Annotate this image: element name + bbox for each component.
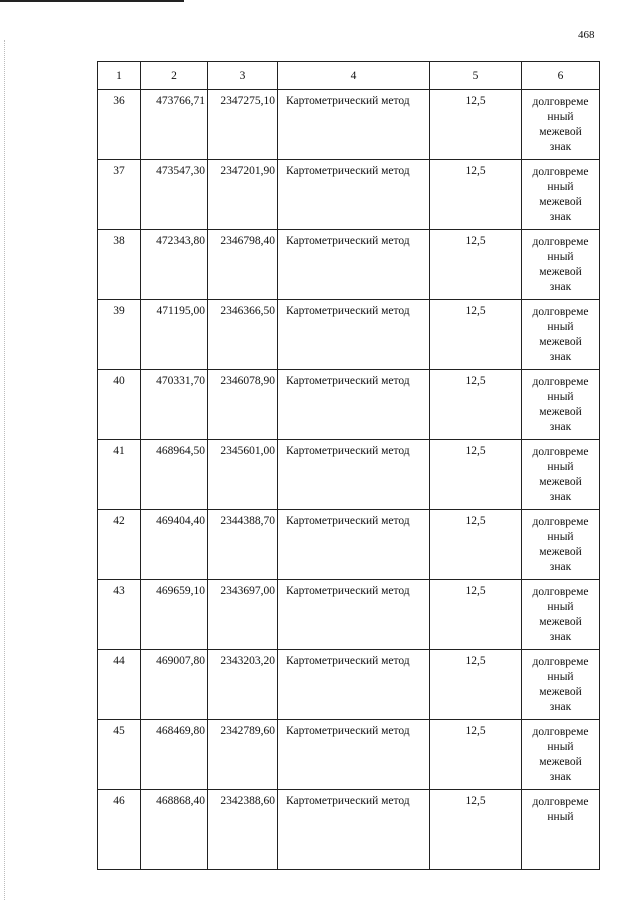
- method-cell: Картометрический метод: [278, 90, 430, 160]
- mark-type-line: нный: [547, 181, 574, 193]
- point-number-cell: 46: [98, 790, 141, 870]
- method-cell: Картометрический метод: [278, 650, 430, 720]
- mark-type-line: межевой: [539, 546, 582, 558]
- mark-type-line: межевой: [539, 336, 582, 348]
- mark-type-cell: [522, 370, 600, 440]
- table-row: [98, 160, 600, 230]
- mark-type-line: межевой: [539, 126, 582, 138]
- point-number-cell: 39: [98, 300, 141, 370]
- header-cell-4: 4: [278, 62, 430, 90]
- mark-type-line: нный: [547, 111, 574, 123]
- mark-type-line: нный: [547, 531, 574, 543]
- mark-type-line: знак: [549, 701, 572, 713]
- table-row: [98, 300, 600, 370]
- mark-type-line: долговреме: [532, 656, 589, 668]
- table-row: [98, 90, 600, 160]
- mark-type-line: долговреме: [532, 96, 589, 108]
- point-number-cell: 42: [98, 510, 141, 580]
- mark-type-line: долговреме: [532, 796, 589, 808]
- point-number-cell: 43: [98, 580, 141, 650]
- point-number-cell: 38: [98, 230, 141, 300]
- mark-type-line: нный: [547, 671, 574, 683]
- mark-type-line: межевой: [539, 266, 582, 278]
- accuracy-cell: 12,5: [430, 510, 522, 580]
- accuracy-cell: 12,5: [430, 720, 522, 790]
- mark-type-cell: [522, 90, 600, 160]
- x-coordinate-cell: 469404,40: [141, 510, 208, 580]
- mark-type-line: межевой: [539, 196, 582, 208]
- table-row: [98, 720, 600, 790]
- x-coordinate-cell: 469659,10: [141, 580, 208, 650]
- x-coordinate-cell: 473547,30: [141, 160, 208, 230]
- mark-type-line: межевой: [539, 686, 582, 698]
- page-number: 468: [578, 29, 595, 41]
- point-number-cell: 45: [98, 720, 141, 790]
- mark-type-line: долговреме: [532, 516, 589, 528]
- mark-type-line: межевой: [539, 756, 582, 768]
- x-coordinate-cell: 468964,50: [141, 440, 208, 510]
- method-cell: Картометрический метод: [278, 790, 430, 870]
- coordinates-table: [97, 61, 600, 870]
- mark-type-line: долговреме: [532, 236, 589, 248]
- x-coordinate-cell: 472343,80: [141, 230, 208, 300]
- table-row: [98, 650, 600, 720]
- x-coordinate-cell: 470331,70: [141, 370, 208, 440]
- header-cell-5: 5: [430, 62, 522, 90]
- mark-type-line: знак: [549, 561, 572, 573]
- table-row: [98, 510, 600, 580]
- header-cell-2: 2: [141, 62, 208, 90]
- y-coordinate-cell: 2346366,50: [208, 300, 278, 370]
- mark-type-line: нный: [547, 321, 574, 333]
- top-rule: [0, 0, 184, 2]
- mark-type-line: межевой: [539, 616, 582, 628]
- mark-type-line: нный: [547, 251, 574, 263]
- mark-type-line: знак: [549, 771, 572, 783]
- mark-type-cell: [522, 510, 600, 580]
- method-cell: Картометрический метод: [278, 510, 430, 580]
- y-coordinate-cell: 2347201,90: [208, 160, 278, 230]
- accuracy-cell: 12,5: [430, 440, 522, 510]
- scan-edge: [4, 40, 5, 900]
- method-cell: Картометрический метод: [278, 230, 430, 300]
- y-coordinate-cell: 2346798,40: [208, 230, 278, 300]
- y-coordinate-cell: 2343203,20: [208, 650, 278, 720]
- method-cell: Картометрический метод: [278, 300, 430, 370]
- accuracy-cell: 12,5: [430, 300, 522, 370]
- mark-type-line: нный: [547, 391, 574, 403]
- mark-type-cell: [522, 160, 600, 230]
- mark-type-line: знак: [549, 281, 572, 293]
- x-coordinate-cell: 468868,40: [141, 790, 208, 870]
- mark-type-line: межевой: [539, 476, 582, 488]
- mark-type-line: нный: [547, 811, 574, 823]
- y-coordinate-cell: 2347275,10: [208, 90, 278, 160]
- mark-type-cell: [522, 300, 600, 370]
- y-coordinate-cell: 2342789,60: [208, 720, 278, 790]
- mark-type-cell: [522, 650, 600, 720]
- accuracy-cell: 12,5: [430, 580, 522, 650]
- mark-type-line: долговреме: [532, 166, 589, 178]
- table-row: [98, 580, 600, 650]
- accuracy-cell: 12,5: [430, 90, 522, 160]
- x-coordinate-cell: 473766,71: [141, 90, 208, 160]
- table-body: [98, 90, 600, 870]
- mark-type-cell: [522, 580, 600, 650]
- mark-type-line: знак: [549, 141, 572, 153]
- table-row: [98, 370, 600, 440]
- method-cell: Картометрический метод: [278, 440, 430, 510]
- method-cell: Картометрический метод: [278, 580, 430, 650]
- point-number-cell: 37: [98, 160, 141, 230]
- accuracy-cell: 12,5: [430, 650, 522, 720]
- mark-type-line: знак: [549, 631, 572, 643]
- method-cell: Картометрический метод: [278, 720, 430, 790]
- y-coordinate-cell: 2345601,00: [208, 440, 278, 510]
- header-cell-1: 1: [98, 62, 141, 90]
- table-row: [98, 790, 600, 870]
- mark-type-line: долговреме: [532, 726, 589, 738]
- mark-type-cell: [522, 720, 600, 790]
- accuracy-cell: 12,5: [430, 370, 522, 440]
- accuracy-cell: 12,5: [430, 790, 522, 870]
- method-cell: Картометрический метод: [278, 370, 430, 440]
- mark-type-cell: [522, 790, 600, 870]
- y-coordinate-cell: 2342388,60: [208, 790, 278, 870]
- mark-type-line: нный: [547, 461, 574, 473]
- table-row: [98, 440, 600, 510]
- header-row: [98, 62, 600, 90]
- y-coordinate-cell: 2346078,90: [208, 370, 278, 440]
- mark-type-line: знак: [549, 421, 572, 433]
- mark-type-line: нный: [547, 601, 574, 613]
- accuracy-cell: 12,5: [430, 230, 522, 300]
- mark-type-line: знак: [549, 491, 572, 503]
- header-cell-3: 3: [208, 62, 278, 90]
- point-number-cell: 40: [98, 370, 141, 440]
- y-coordinate-cell: 2343697,00: [208, 580, 278, 650]
- point-number-cell: 36: [98, 90, 141, 160]
- point-number-cell: 41: [98, 440, 141, 510]
- mark-type-line: долговреме: [532, 586, 589, 598]
- mark-type-line: нный: [547, 741, 574, 753]
- mark-type-line: долговреме: [532, 306, 589, 318]
- table-row: [98, 230, 600, 300]
- x-coordinate-cell: 468469,80: [141, 720, 208, 790]
- mark-type-line: долговреме: [532, 446, 589, 458]
- accuracy-cell: 12,5: [430, 160, 522, 230]
- mark-type-line: долговреме: [532, 376, 589, 388]
- header-cell-6: 6: [522, 62, 600, 90]
- point-number-cell: 44: [98, 650, 141, 720]
- mark-type-cell: [522, 440, 600, 510]
- x-coordinate-cell: 469007,80: [141, 650, 208, 720]
- mark-type-line: межевой: [539, 406, 582, 418]
- mark-type-cell: [522, 230, 600, 300]
- method-cell: Картометрический метод: [278, 160, 430, 230]
- x-coordinate-cell: 471195,00: [141, 300, 208, 370]
- mark-type-line: знак: [549, 211, 572, 223]
- y-coordinate-cell: 2344388,70: [208, 510, 278, 580]
- mark-type-line: знак: [549, 351, 572, 363]
